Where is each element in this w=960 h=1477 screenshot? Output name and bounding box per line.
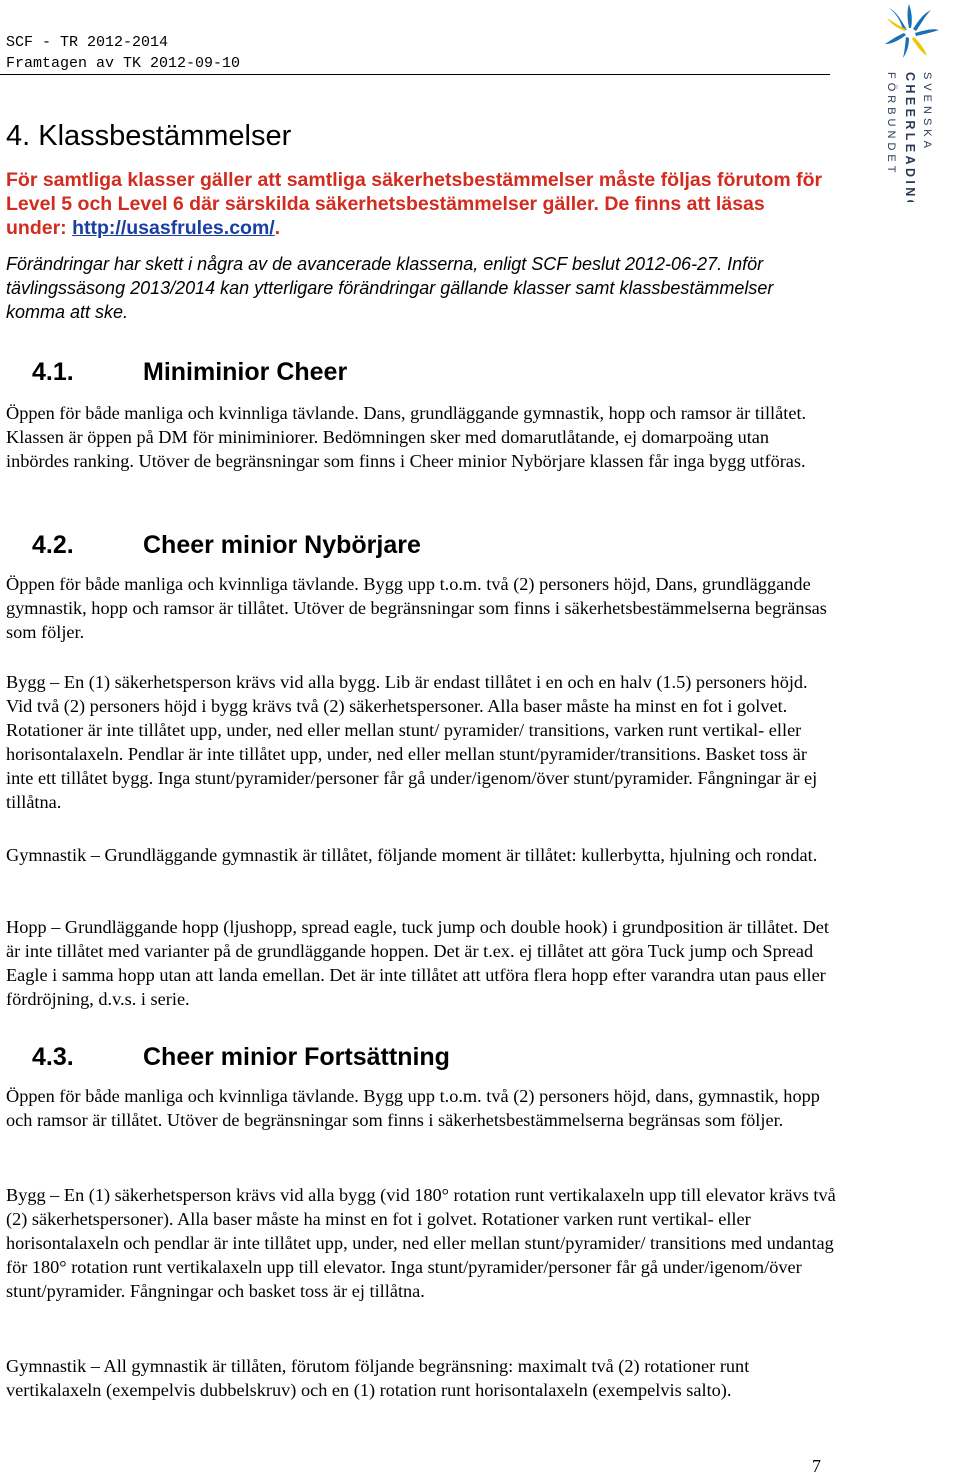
- logo-text-cheerleading: CHEERLEADING: [903, 72, 917, 202]
- usasf-rules-link[interactable]: http://usasfrules.com/: [72, 217, 275, 239]
- header-rule: [0, 74, 830, 75]
- section-4-1-paragraph-1: Öppen för både manliga och kvinnliga tävlande. Dans, grundläggande gymnastik, hopp och ramsor är tillåtet. Klassen är öppen på DM för miniminiorer. Bedömningen sker med domarutlåtande, ej domarpoäng utan inbördes ranking. Utöver de begränsningar som finns i Cheer minior Nybörjare klassen får inga bygg utföras.: [6, 403, 807, 471]
- section-title: Miniminior Cheer: [143, 358, 348, 386]
- section-4-3-paragraph-1: Öppen för både manliga och kvinnliga tävlande. Bygg upp t.o.m. två (2) personers höjd, dans, gymnastik, hopp och ramsor är tillåtet. Utöver de begränsningar som finns i säkerhetsbestämmelserna begränsas som följer.: [6, 1086, 820, 1130]
- sunburst-icon: [885, 4, 939, 58]
- section-title: Cheer minior Fortsättning: [143, 1043, 450, 1071]
- section-number: 4.2.: [32, 531, 74, 559]
- page-title: 4. Klassbestämmelser: [6, 120, 292, 152]
- section-4-2-paragraph-bygg: Bygg – En (1) säkerhetsperson krävs vid alla bygg. Lib är endast tillåtet i en och en halv (1.5) personers höjd. Vid två (2) personers höjd i bygg krävs två (2) säkerhetspersoner. Alla baser måste ha minst en fot i golvet. Rotationer är inte tillåtet upp, under, ned eller mellan stunt/ pyramider/ transitions, varken runt vertikal- eller horisontalaxeln. Pendlar är inte tillåtet upp, under, ned eller mellan stunt/pyramider/transitions. Basket toss är inte ett tillåtet bygg. Inga stunt/pyramider/personer får gå under/igenom/över stunt/pyramider. Fångningar är ej tillåtna.: [6, 672, 818, 812]
- intro-notice: [6, 168, 826, 240]
- section-4-2-paragraph-1: Öppen för både manliga och kvinnliga tävlande. Bygg upp t.o.m. två (2) personers höjd, Dans, grundläggande gymnastik, hopp och ramsor är tillåtet. Utöver de begränsningar som finns i säkerhetsbestämmelserna begränsas som följer.: [6, 574, 827, 642]
- section-number: 4.3.: [32, 1043, 74, 1071]
- intro-notice-text: För samtliga klasser gäller att samtliga säkerhetsbestämmelser måste följas förutom för Level 5 och Level 6 där särskilda säkerhetsbestämmelser gäller. De finns att läsas under:: [6, 169, 823, 239]
- document-header: [6, 32, 240, 74]
- header-line-1: SCF - TR 2012-2014: [6, 34, 169, 51]
- section-4-3-paragraph-gymnastik: Gymnastik – All gymnastik är tillåten, förutom följande begränsning: maximalt två (2) rotationer runt vertikalaxeln (exempelvis dubbelskruv) och en (1) rotation runt horisontalaxeln (exempelvis salto).: [6, 1356, 750, 1400]
- section-number: 4.1.: [32, 358, 74, 386]
- section-4-2-paragraph-gymnastik: Gymnastik – Grundläggande gymnastik är tillåtet, följande moment är tillåtet: kullerbytta, hjulning och rondat.: [6, 845, 818, 865]
- page-number: 7: [812, 1456, 821, 1476]
- intro-changes-note: Förändringar har skett i några av de avancerade klasserna, enligt SCF beslut 2012-06-27. Inför tävlingssäsong 2013/2014 kan ytterligare förändringar gällande klasser samt klassbestämmelser komma att ske.: [6, 254, 774, 322]
- header-line-2: Framtagen av TK 2012-09-10: [6, 55, 241, 72]
- section-4-2-paragraph-hopp: Hopp – Grundläggande hopp (ljushopp, spread eagle, tuck jump och double hook) i grundposition är tillåtet. Det är inte tillåtet med varianter på de grundläggande hoppen. Det är t.ex. ej tillåtet att göra Tuck jump och Spread Eagle i samma hopp utan att landa emellan. Det är inte tillåtet att utföra flera hopp efter varandra utan paus eller fördröjning, d.v.s. i serie.: [6, 917, 829, 1009]
- section-title: Cheer minior Nybörjare: [143, 531, 421, 559]
- svenska-cheerleading-forbundet-logo: [864, 2, 960, 202]
- logo-text-forbundet: FÖRBUNDET: [885, 72, 897, 177]
- section-4-3-paragraph-bygg: Bygg – En (1) säkerhetsperson krävs vid alla bygg (vid 180° rotation runt vertikalaxeln upp till elevator krävs två (2) säkerhetspersoner). Alla baser måste ha minst en fot i golvet. Rotationer varken runt vertikal- eller horisontalaxeln och pendlar är inte tillåtet upp, under, ned eller mellan stunt/pyramider/ transitions med undantag för 180° rotation runt vertikalaxeln upp till elevator. Inga stunt/pyramider/personer får gå under/igenom/över stunt/pyramider. Fångningar och basket toss är ej tillåtna.: [6, 1185, 836, 1301]
- logo-graphic: [864, 2, 960, 202]
- intro-notice-end: .: [274, 217, 281, 239]
- logo-text-svenska: SVENSKA: [921, 72, 933, 152]
